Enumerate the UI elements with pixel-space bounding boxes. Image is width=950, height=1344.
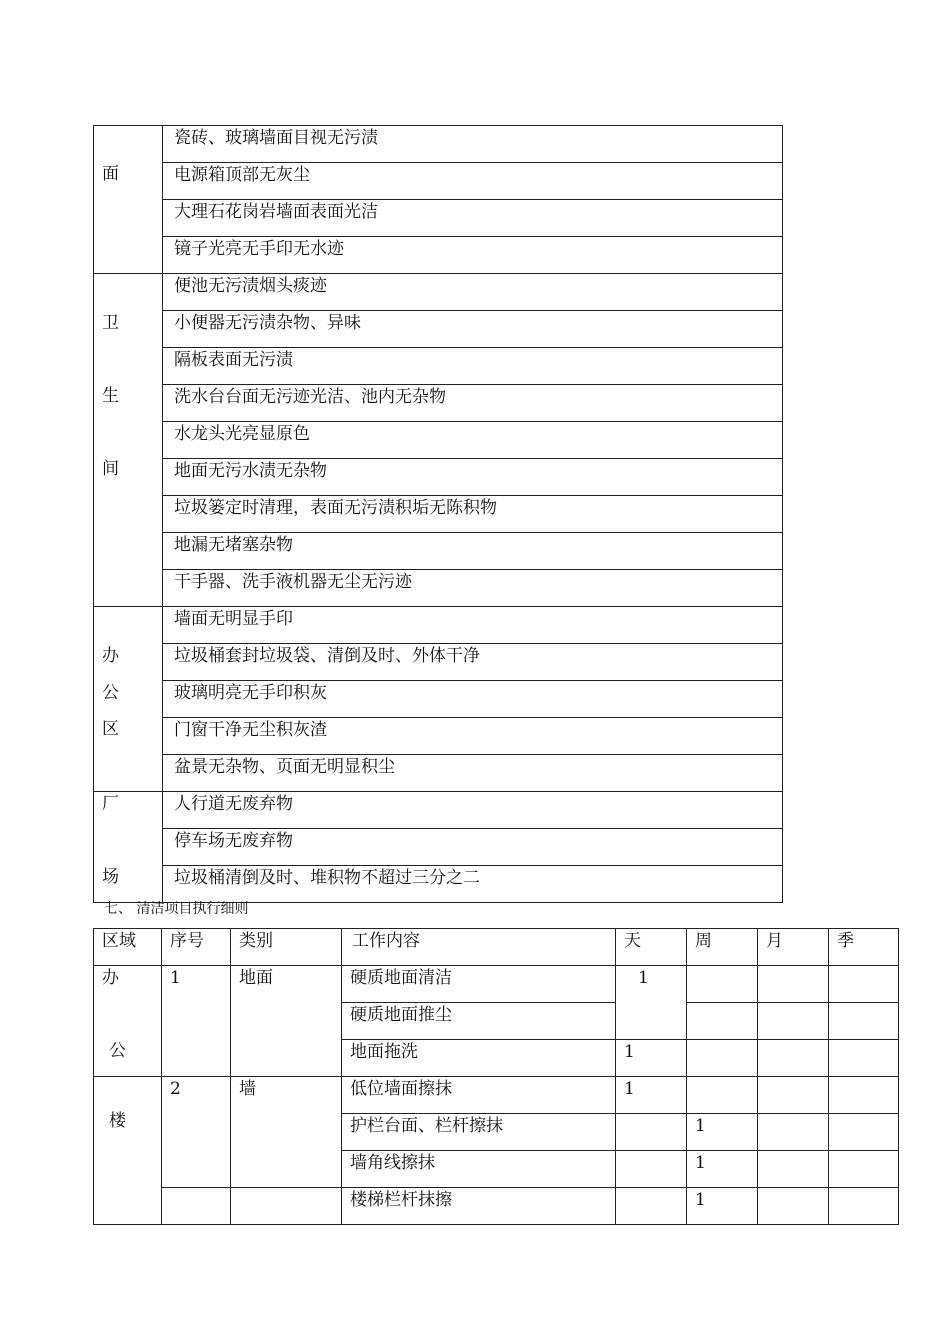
cell-month — [758, 1114, 829, 1151]
cell-month — [758, 966, 829, 1003]
table-row — [94, 348, 783, 385]
cell-week: 1 — [687, 1151, 758, 1188]
cell-month — [758, 1077, 829, 1114]
table-row — [94, 607, 783, 644]
standard-item: 人行道无废弃物 — [163, 792, 783, 829]
header-no: 序号 — [162, 929, 231, 966]
standard-item: 门窗干净无尘积灰渣 — [163, 718, 783, 755]
cell-week — [687, 1040, 758, 1077]
cell-week — [687, 966, 758, 1003]
standard-item: 垃圾桶套封垃圾袋、清倒及时、外体干净 — [163, 644, 783, 681]
cell-day — [616, 1188, 687, 1225]
table-row — [94, 1188, 899, 1225]
row-content: 硬质地面清洁 — [342, 966, 616, 1003]
cell-day: 1 — [616, 966, 687, 1040]
cell-season — [829, 1077, 899, 1114]
standard-item: 水龙头光亮显原色 — [163, 422, 783, 459]
table-row — [94, 459, 783, 496]
table-row — [94, 1077, 899, 1114]
area-label: 卫 — [102, 313, 119, 333]
table-row — [94, 792, 783, 829]
table-row — [94, 496, 783, 533]
standard-item: 地面无污水渍无杂物 — [163, 459, 783, 496]
row-category — [231, 1188, 342, 1225]
table-row — [94, 274, 783, 311]
table-row — [94, 533, 783, 570]
area-label: 面 — [102, 164, 119, 184]
row-category: 墙 — [231, 1077, 342, 1188]
header-month: 月 — [758, 929, 829, 966]
row-number: 2 — [162, 1077, 231, 1188]
row-content: 楼梯栏杆抹擦 — [342, 1188, 616, 1225]
table-row — [94, 237, 783, 274]
table-row — [94, 422, 783, 459]
area-label: 场 — [102, 867, 119, 887]
standard-item: 停车场无废弃物 — [163, 829, 783, 866]
cell-month — [758, 1003, 829, 1040]
table-row — [94, 755, 783, 792]
table-row — [94, 829, 783, 866]
cell-month — [758, 1040, 829, 1077]
table-row — [94, 385, 783, 422]
table-row — [94, 311, 783, 348]
cell-week: 1 — [687, 1188, 758, 1225]
area-label: 办 — [102, 646, 119, 666]
cleaning-schedule-table — [93, 928, 899, 1225]
row-content: 护栏台面、栏杆擦抹 — [342, 1114, 616, 1151]
cell-season — [829, 1151, 899, 1188]
table-row — [94, 644, 783, 681]
row-number: 1 — [162, 966, 231, 1077]
standard-item: 小便器无污渍杂物、异味 — [163, 311, 783, 348]
area-cell-restroom — [94, 274, 163, 607]
row-content: 地面拖洗 — [342, 1040, 616, 1077]
area-label: 生 — [102, 386, 119, 406]
standard-item: 玻璃明亮无手印积灰 — [163, 681, 783, 718]
row-content: 低位墙面擦抹 — [342, 1077, 616, 1114]
standard-item: 瓷砖、玻璃墙面目视无污渍 — [163, 126, 783, 163]
cell-day — [616, 1114, 687, 1151]
standard-item: 干手器、洗手液机器无尘无污迹 — [163, 570, 783, 607]
row-category: 地面 — [231, 966, 342, 1077]
area-cell-plant — [94, 792, 163, 903]
standard-item: 洗水台台面无污迹光洁、池内无杂物 — [163, 385, 783, 422]
header-week: 周 — [687, 929, 758, 966]
table-row — [94, 163, 783, 200]
standard-item: 隔板表面无污渍 — [163, 348, 783, 385]
standards-table — [93, 125, 783, 903]
cell-week — [687, 1077, 758, 1114]
cell-month — [758, 1188, 829, 1225]
standard-item: 盆景无杂物、页面无明显积尘 — [163, 755, 783, 792]
area-cell-office — [94, 607, 163, 792]
area-label: 公 — [102, 683, 119, 703]
standard-item: 地漏无堵塞杂物 — [163, 533, 783, 570]
cell-season — [829, 966, 899, 1003]
table-row — [94, 570, 783, 607]
standard-item: 墙面无明显手印 — [163, 607, 783, 644]
area-cell: 楼 — [94, 1077, 162, 1225]
standard-item: 大理石花岗岩墙面表面光洁 — [163, 200, 783, 237]
standard-item: 垃圾桶清倒及时、堆积物不超过三分之二 — [163, 866, 783, 903]
cell-season — [829, 1040, 899, 1077]
header-area: 区域 — [94, 929, 162, 966]
table-row — [94, 866, 783, 903]
row-number — [162, 1188, 231, 1225]
table-row — [94, 966, 899, 1003]
cell-week — [687, 1003, 758, 1040]
area-cell-wall — [94, 126, 163, 274]
cell-month — [758, 1151, 829, 1188]
header-season: 季 — [829, 929, 899, 966]
area-label: 间 — [102, 459, 119, 479]
header-category: 类别 — [231, 929, 342, 966]
cell-season — [829, 1114, 899, 1151]
cell-season — [829, 1003, 899, 1040]
cell-day — [616, 1151, 687, 1188]
area-cell: 办 公 — [94, 966, 162, 1077]
cell-day: 1 — [616, 1077, 687, 1114]
section-title: 七、 清洁项目执行细则 — [104, 901, 249, 917]
standard-item: 便池无污渍烟头痰迹 — [163, 274, 783, 311]
cell-week: 1 — [687, 1114, 758, 1151]
table-row — [94, 200, 783, 237]
header-day: 天 — [616, 929, 687, 966]
standard-item: 电源箱顶部无灰尘 — [163, 163, 783, 200]
area-label: 厂 — [102, 794, 119, 814]
header-content: 工作内容 — [342, 929, 616, 966]
cell-day: 1 — [616, 1040, 687, 1077]
table-row — [94, 681, 783, 718]
cell-season — [829, 1188, 899, 1225]
row-content: 硬质地面推尘 — [342, 1003, 616, 1040]
standard-item: 垃圾篓定时清理，表面无污渍积垢无陈积物 — [163, 496, 783, 533]
table-row — [94, 718, 783, 755]
header-row — [94, 929, 899, 966]
standard-item: 镜子光亮无手印无水迹 — [163, 237, 783, 274]
table-row — [94, 126, 783, 163]
row-content: 墙角线擦抹 — [342, 1151, 616, 1188]
area-label: 区 — [102, 719, 119, 739]
